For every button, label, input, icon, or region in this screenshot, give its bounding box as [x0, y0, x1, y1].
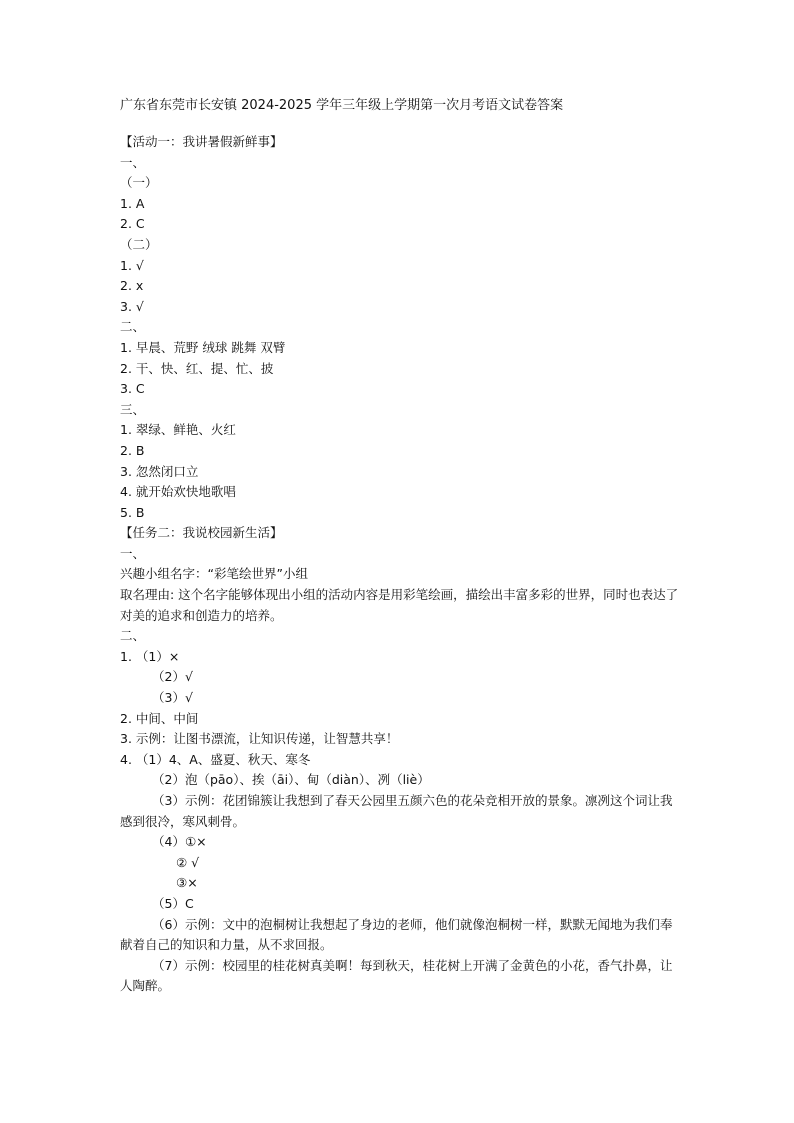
answer-line: 2. B [120, 442, 145, 458]
answer-line: 5. B [120, 504, 145, 520]
answer-line: 【活动一：我讲暑假新鲜事】 [120, 134, 283, 149]
answer-line: 取名理由: 这个名字能够体现出小组的活动内容是用彩笔绘画，描绘出丰富多彩的世界，同时也表达了对美的追求和创造力的培养。 [120, 587, 679, 623]
answer-line: 3. 忽然闭口立 [120, 463, 199, 479]
answer-line: 1. 早晨、荒野 绒球 跳舞 双臂 [120, 339, 286, 355]
answer-line: （一） [120, 175, 158, 191]
answer-line: （5）C [152, 895, 194, 911]
answer-line: 2. 中间、中间 [120, 710, 199, 726]
answer-line: 3. √ [120, 298, 144, 314]
answer-line: ② √ [176, 854, 200, 870]
answer-line: 2. 干、快、红、提、忙、披 [120, 360, 274, 376]
answer-line: 3. 示例：让图书漂流，让知识传递，让智慧共享！ [120, 731, 399, 747]
answer-line: ③× [176, 875, 198, 891]
answer-line: （3）示例：花团锦簇让我想到了春天公园里五颜六色的花朵竞相开放的景象。凛冽这个词让我感到很冷，寒风刺骨。 [120, 793, 673, 829]
answer-line: （2）√ [152, 669, 193, 685]
answer-line: 1. √ [120, 257, 144, 273]
answer-line: 【任务二：我说校园新生活】 [120, 525, 283, 541]
answer-line: （二） [120, 236, 158, 252]
answer-line: （4）①× [152, 834, 207, 850]
answer-line: 二、 [120, 319, 146, 335]
answer-line: 三、 [120, 401, 146, 417]
answer-line: 一、 [120, 545, 146, 561]
answer-line: 2. x [120, 278, 144, 294]
answer-line: （6）示例：文中的泡桐树让我想起了身边的老师，他们就像泡桐树一样，默默无闻地为我们奉献着自己的知识和力量，从不求回报。 [120, 916, 673, 953]
answer-line: 3. C [120, 381, 145, 397]
answer-line: 4. （1）4、A、盛夏、秋天、寒冬 [120, 751, 311, 767]
answer-document [120, 96, 680, 997]
answer-line: 1. （1）× [120, 648, 180, 664]
answer-line: 4. 就开始欢快地歌唱 [120, 484, 236, 500]
answer-line: 1. 翠绿、鲜艳、火红 [120, 422, 236, 438]
answer-line: 1. A [120, 195, 145, 211]
answer-line: 2. C [120, 216, 145, 232]
answer-line: （7）示例：校园里的桂花树真美啊！每到秋天，桂花树上开满了金黄色的小花，香气扑鼻，让人陶醉。 [120, 957, 673, 994]
answer-lines [120, 132, 680, 997]
answer-line: （2）泡（pāo）、挨（āi）、甸（diàn）、冽（liè） [152, 772, 430, 788]
answer-line: 兴趣小组名字：“彩笔绘世界”小组 [120, 566, 308, 582]
answer-line: （3）√ [152, 690, 193, 706]
answer-line: 一、 [120, 154, 146, 170]
answer-line: 二、 [120, 628, 146, 644]
document-title: 广东省东莞市长安镇 2024-2025 学年三年级上学期第一次月考语文试卷答案 [120, 98, 564, 113]
